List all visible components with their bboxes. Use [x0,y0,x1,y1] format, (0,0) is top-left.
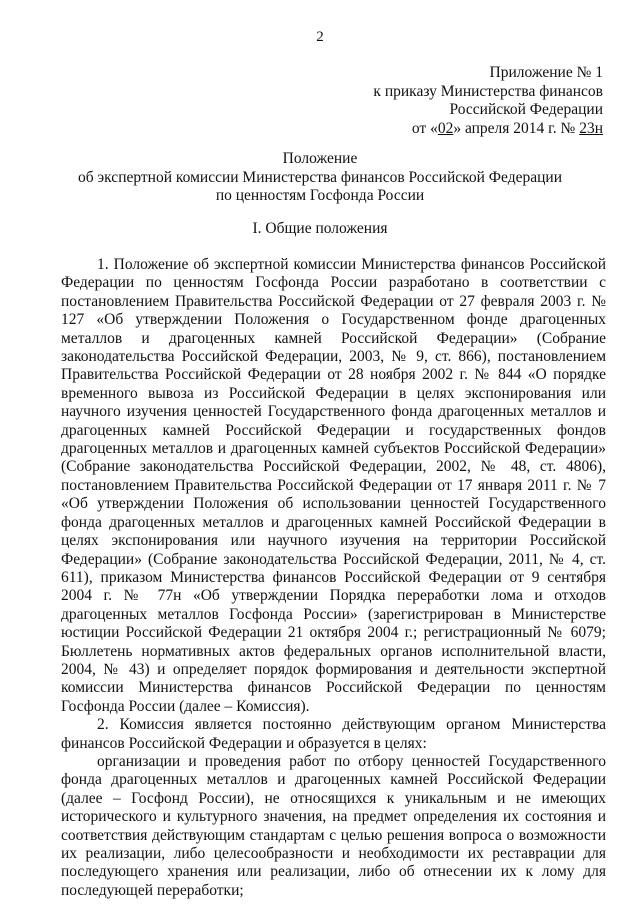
appendix-block [323,64,603,138]
order-number: 23н [579,119,603,137]
paragraph-3: организации и проведения работ по отбору ценностей Государственного фонда драгоценных металлов и драгоценных камней Российской Федерации (далее – Госфонд России), не относящихся к уникальным и не имеющих исторического и культурного значения, на предмет определения их состояния и соответствия действующим стандартам с целью решения вопроса о возможности их реализации, либо целесообразности и необходимости их реставрации для последующего хранения или реализации, либо об отнесении их к лому для последующей переработки; [61,752,606,899]
section-title: I. Общие положения [252,220,388,237]
date-middle: » апреля 2014 г. № [453,119,580,137]
heading-title: Положение [282,150,358,167]
date-day: 02 [437,119,454,137]
body-text [61,256,606,900]
appendix-country: Российской Федерации [449,101,603,118]
appendix-title: Приложение № 1 [489,64,603,81]
appendix-date-line [323,120,603,139]
date-prefix: от « [411,119,438,137]
paragraph-2: 2. Комиссия является постоянно действующим органом Министерства финансов Российской Федерации и образуется в целях: [61,716,606,752]
heading-subject: по ценностям Госфонда России [215,187,425,204]
appendix-order-ref: к приказу Министерства финансов [373,82,603,100]
heading-subtitle: об экспертной комиссии Министерства финансов Российской Федерации [78,168,562,186]
page-number: 2 [316,29,324,45]
document-heading [0,150,640,206]
paragraph-1: 1. Положение об экспертной комиссии Министерства финансов Российской Федерации по ценностям Госфонда России разработано в соответствии с постановлением Правительства Российской Федерации от 27 февраля 2003 г. № 127 «Об утверждении Положения о Государственном фонде драгоценных металлов и драгоценных камней Российской Федерации» (Собрание законодательства Российской Федерации, 2003, № 9, ст. 866), постановлением Правительства Российской Федерации от 28 ноября 2002 г. № 844 «О порядке временного вывоза из Российской Федерации в целях экспонирования или научного изучения ценностей Государственного фонда драгоценных металлов и драгоценных камней Российской Федерации и государственных фондов драгоценных металлов и драгоценных камней субъектов Российской Федерации» (Собрание законодательства Российской Федерации, 2002, № 48, ст. 4806), постановлением Правительства Российской Федерации от 17 января 2011 г. № 7 «Об утверждении Положения об использовании ценностей Государственного фонда драгоценных металлов и драгоценных камней Российской Федерации в целях экспонирования или научного изучения на территории Российской Федерации» (Собрание законодательства Российской Федерации, 2011, № 4, ст. 611), приказом Министерства финансов Российской Федерации от 9 сентября 2004 г. № 77н «Об утверждении Порядка переработки лома и отходов драгоценных металлов Госфонда России» (зарегистрирован в Министерстве юстиции Российской Федерации 21 октября 2004 г.; регистрационный № 6079; Бюллетень нормативных актов федеральных органов исполнительной власти, 2004, № 43) и определяет порядок формирования и деятельности экспертной комиссии Министерства финансов Российской Федерации по ценностям Госфонда России (далее – Комиссия). [61,256,606,715]
